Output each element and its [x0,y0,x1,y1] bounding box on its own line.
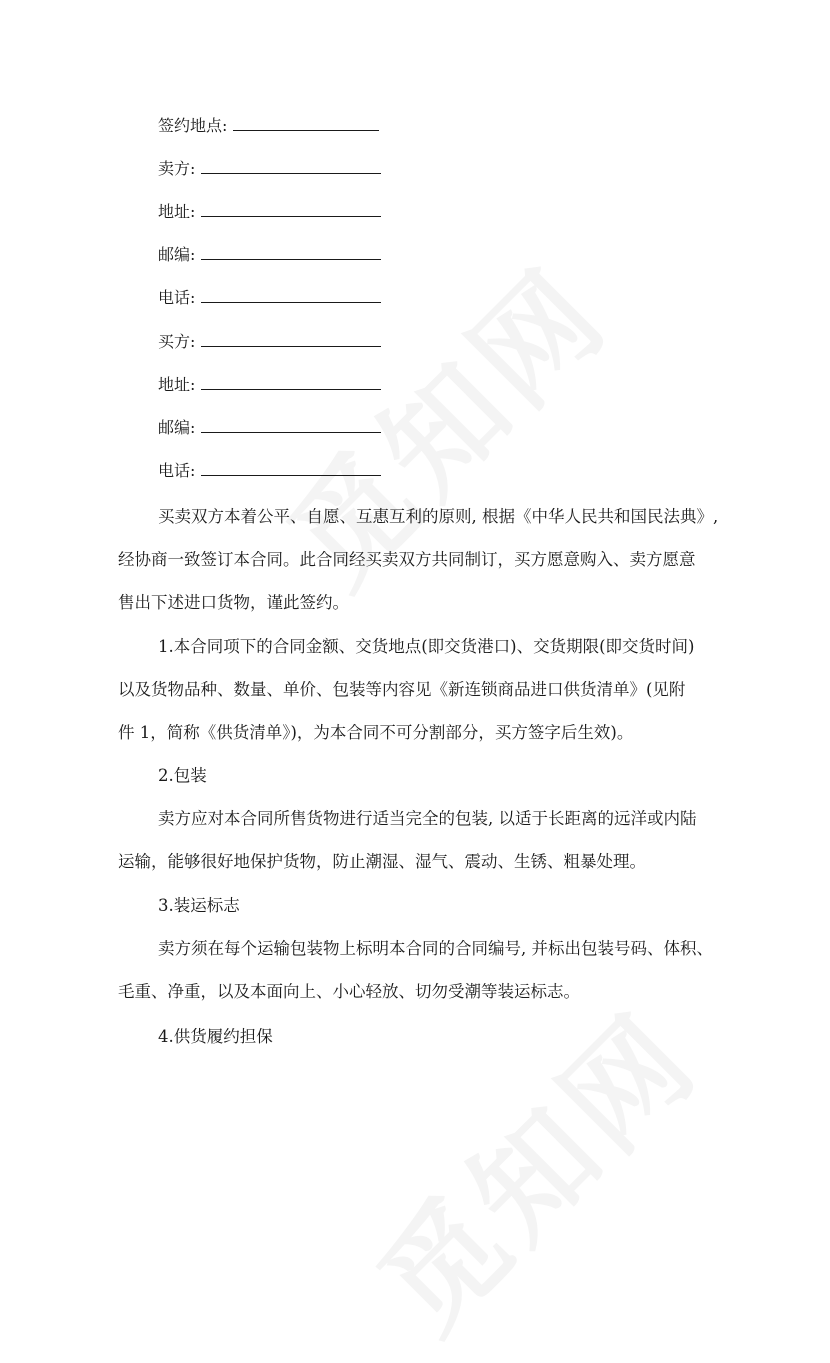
paragraph-line: 售出下述进口货物，谨此签约。 [118,593,349,612]
watermark [335,969,728,1362]
fill-in-blank[interactable] [201,375,381,390]
field-label: 地址: [158,202,196,221]
paragraph-line: 以及货物品种、数量、单价、包装等内容见《新连锁商品进口供货清单》(见附 [118,680,686,699]
field-signing-place [158,116,379,136]
field-seller-address [158,202,381,222]
field-buyer [158,332,381,352]
fill-in-blank[interactable] [201,288,381,303]
field-label: 卖方: [158,159,196,178]
clause-3-heading: 3.装运标志 [158,896,240,915]
paragraph-line: 件 1，简称《供货清单》)，为本合同不可分割部分，买方签字后生效)。 [118,723,634,742]
intro-paragraph [118,495,718,624]
paragraph-line: 卖方须在每个运输包装物上标明本合同的合同编号, 并标出包装号码、体积、 [158,939,713,958]
field-buyer-postcode [158,418,381,438]
paragraph-line: 1.本合同项下的合同金额、交货地点(即交货港口)、交货期限(即交货时间) [158,637,695,656]
fill-in-blank[interactable] [201,461,381,476]
field-label: 签约地点: [158,116,228,135]
fill-in-blank[interactable] [201,159,381,174]
clause-1-paragraph [118,625,718,754]
field-label: 电话: [158,288,196,307]
clause-2-heading: 2.包装 [158,766,207,785]
field-label: 买方: [158,332,196,351]
field-buyer-phone [158,461,381,481]
field-label: 电话: [158,461,196,480]
fill-in-blank[interactable] [201,202,381,217]
field-label: 邮编: [158,245,196,264]
field-seller-postcode [158,245,381,265]
paragraph-line: 运输，能够很好地保护货物，防止潮湿、湿气、震动、生锈、粗暴处理。 [118,852,646,871]
paragraph-line: 毛重、净重，以及本面向上、小心轻放、切勿受潮等装运标志。 [118,982,580,1001]
field-label: 邮编: [158,418,196,437]
clause-3-paragraph [118,927,718,1013]
fill-in-blank[interactable] [201,332,381,347]
fill-in-blank[interactable] [201,418,381,433]
fill-in-blank[interactable] [201,245,381,260]
paragraph-line: 买卖双方本着公平、自愿、互惠互利的原则, 根据《中华人民共和国民法典》, [158,507,719,526]
field-label: 地址: [158,375,196,394]
paragraph-line: 经协商一致签订本合同。此合同经买卖双方共同制订，买方愿意购入、卖方愿意 [118,550,696,569]
field-buyer-address [158,375,381,395]
field-seller [158,159,381,179]
clause-2-paragraph [118,797,718,883]
field-seller-phone [158,288,381,308]
clause-4-heading: 4.供货履约担保 [158,1027,273,1046]
paragraph-line: 卖方应对本合同所售货物进行适当完全的包装, 以适于长距离的远洋或内陆 [158,809,697,828]
fill-in-blank[interactable] [233,116,379,131]
